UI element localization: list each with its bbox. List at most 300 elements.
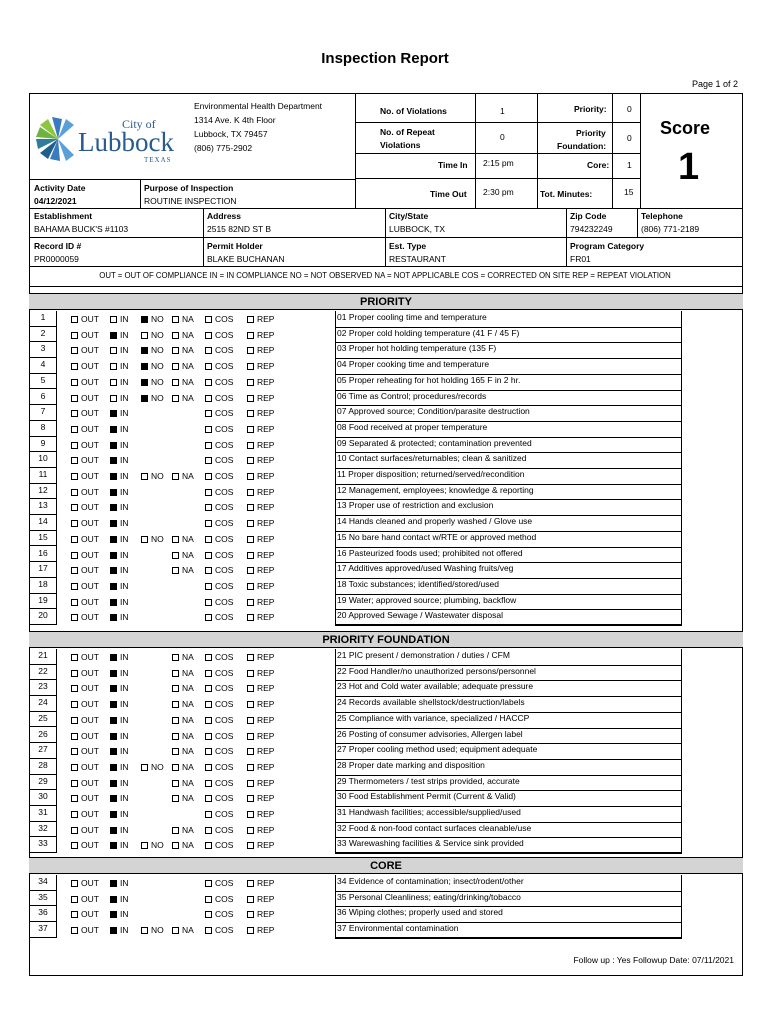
- checkbox-icon[interactable]: [110, 685, 117, 692]
- option-in[interactable]: [110, 925, 129, 935]
- checkbox-icon[interactable]: [110, 552, 117, 559]
- option-cos[interactable]: [205, 746, 233, 756]
- option-na[interactable]: [172, 393, 194, 403]
- checkbox-icon[interactable]: [71, 520, 78, 527]
- checkbox-icon[interactable]: [110, 489, 117, 496]
- checkbox-icon[interactable]: [110, 442, 117, 449]
- option-out[interactable]: [71, 597, 99, 607]
- option-rep[interactable]: [247, 597, 274, 607]
- checkbox-icon[interactable]: [247, 379, 254, 386]
- checkbox-icon[interactable]: [172, 685, 179, 692]
- option-out[interactable]: [71, 377, 99, 387]
- option-rep[interactable]: [247, 330, 274, 340]
- checkbox-icon[interactable]: [71, 552, 78, 559]
- checkbox-icon[interactable]: [247, 363, 254, 370]
- checkbox-icon[interactable]: [247, 733, 254, 740]
- option-cos[interactable]: [205, 440, 233, 450]
- option-na[interactable]: [172, 793, 194, 803]
- option-out[interactable]: [71, 612, 99, 622]
- checkbox-icon[interactable]: [110, 764, 117, 771]
- option-in[interactable]: [110, 534, 129, 544]
- checkbox-icon[interactable]: [205, 927, 212, 934]
- option-cos[interactable]: [205, 778, 233, 788]
- option-cos[interactable]: [205, 534, 233, 544]
- option-out[interactable]: [71, 793, 99, 803]
- option-rep[interactable]: [247, 393, 274, 403]
- checkbox-icon[interactable]: [110, 701, 117, 708]
- option-rep[interactable]: [247, 809, 274, 819]
- checkbox-icon[interactable]: [71, 347, 78, 354]
- option-cos[interactable]: [205, 518, 233, 528]
- option-out[interactable]: [71, 731, 99, 741]
- checkbox-icon[interactable]: [205, 410, 212, 417]
- option-cos[interactable]: [205, 345, 233, 355]
- option-rep[interactable]: [247, 925, 274, 935]
- option-na[interactable]: [172, 345, 194, 355]
- option-out[interactable]: [71, 925, 99, 935]
- option-rep[interactable]: [247, 793, 274, 803]
- checkbox-icon[interactable]: [247, 599, 254, 606]
- checkbox-icon[interactable]: [110, 473, 117, 480]
- option-na[interactable]: [172, 925, 194, 935]
- checkbox-icon[interactable]: [141, 347, 148, 354]
- option-in[interactable]: [110, 909, 129, 919]
- option-rep[interactable]: [247, 440, 274, 450]
- checkbox-icon[interactable]: [172, 733, 179, 740]
- checkbox-icon[interactable]: [205, 614, 212, 621]
- checkbox-icon[interactable]: [71, 685, 78, 692]
- checkbox-icon[interactable]: [71, 567, 78, 574]
- option-na[interactable]: [172, 377, 194, 387]
- option-rep[interactable]: [247, 565, 274, 575]
- checkbox-icon[interactable]: [205, 880, 212, 887]
- checkbox-icon[interactable]: [141, 379, 148, 386]
- option-cos[interactable]: [205, 825, 233, 835]
- option-na[interactable]: [172, 762, 194, 772]
- checkbox-icon[interactable]: [141, 316, 148, 323]
- option-out[interactable]: [71, 565, 99, 575]
- option-rep[interactable]: [247, 361, 274, 371]
- option-na[interactable]: [172, 668, 194, 678]
- option-in[interactable]: [110, 565, 129, 575]
- option-out[interactable]: [71, 762, 99, 772]
- option-cos[interactable]: [205, 715, 233, 725]
- checkbox-icon[interactable]: [247, 473, 254, 480]
- checkbox-icon[interactable]: [141, 536, 148, 543]
- option-rep[interactable]: [247, 668, 274, 678]
- checkbox-icon[interactable]: [205, 379, 212, 386]
- option-in[interactable]: [110, 408, 129, 418]
- checkbox-icon[interactable]: [172, 827, 179, 834]
- option-na[interactable]: [172, 314, 194, 324]
- option-na[interactable]: [172, 699, 194, 709]
- option-in[interactable]: [110, 715, 129, 725]
- checkbox-icon[interactable]: [110, 842, 117, 849]
- option-rep[interactable]: [247, 314, 274, 324]
- checkbox-icon[interactable]: [172, 395, 179, 402]
- checkbox-icon[interactable]: [205, 701, 212, 708]
- option-cos[interactable]: [205, 668, 233, 678]
- checkbox-icon[interactable]: [205, 426, 212, 433]
- checkbox-icon[interactable]: [172, 842, 179, 849]
- checkbox-icon[interactable]: [205, 733, 212, 740]
- option-in[interactable]: [110, 597, 129, 607]
- option-in[interactable]: [110, 762, 129, 772]
- option-out[interactable]: [71, 778, 99, 788]
- option-rep[interactable]: [247, 455, 274, 465]
- checkbox-icon[interactable]: [110, 536, 117, 543]
- option-rep[interactable]: [247, 909, 274, 919]
- option-in[interactable]: [110, 377, 129, 387]
- checkbox-icon[interactable]: [110, 457, 117, 464]
- option-out[interactable]: [71, 894, 99, 904]
- checkbox-icon[interactable]: [247, 457, 254, 464]
- checkbox-icon[interactable]: [172, 780, 179, 787]
- checkbox-icon[interactable]: [110, 316, 117, 323]
- option-no[interactable]: [141, 361, 164, 371]
- checkbox-icon[interactable]: [110, 520, 117, 527]
- checkbox-icon[interactable]: [71, 701, 78, 708]
- option-cos[interactable]: [205, 455, 233, 465]
- checkbox-icon[interactable]: [110, 567, 117, 574]
- checkbox-icon[interactable]: [205, 332, 212, 339]
- checkbox-icon[interactable]: [172, 347, 179, 354]
- option-cos[interactable]: [205, 840, 233, 850]
- checkbox-icon[interactable]: [247, 567, 254, 574]
- option-rep[interactable]: [247, 762, 274, 772]
- option-out[interactable]: [71, 424, 99, 434]
- checkbox-icon[interactable]: [71, 911, 78, 918]
- option-out[interactable]: [71, 361, 99, 371]
- checkbox-icon[interactable]: [71, 536, 78, 543]
- checkbox-icon[interactable]: [247, 717, 254, 724]
- option-cos[interactable]: [205, 652, 233, 662]
- option-cos[interactable]: [205, 393, 233, 403]
- option-no[interactable]: [141, 471, 164, 481]
- checkbox-icon[interactable]: [247, 410, 254, 417]
- option-in[interactable]: [110, 440, 129, 450]
- checkbox-icon[interactable]: [247, 442, 254, 449]
- checkbox-icon[interactable]: [205, 347, 212, 354]
- option-in[interactable]: [110, 894, 129, 904]
- checkbox-icon[interactable]: [205, 685, 212, 692]
- checkbox-icon[interactable]: [141, 395, 148, 402]
- checkbox-icon[interactable]: [141, 363, 148, 370]
- checkbox-icon[interactable]: [247, 670, 254, 677]
- option-in[interactable]: [110, 746, 129, 756]
- checkbox-icon[interactable]: [71, 457, 78, 464]
- option-cos[interactable]: [205, 424, 233, 434]
- checkbox-icon[interactable]: [247, 395, 254, 402]
- option-na[interactable]: [172, 361, 194, 371]
- checkbox-icon[interactable]: [110, 827, 117, 834]
- checkbox-icon[interactable]: [71, 670, 78, 677]
- option-cos[interactable]: [205, 878, 233, 888]
- checkbox-icon[interactable]: [71, 654, 78, 661]
- option-na[interactable]: [172, 778, 194, 788]
- option-cos[interactable]: [205, 581, 233, 591]
- checkbox-icon[interactable]: [71, 332, 78, 339]
- checkbox-icon[interactable]: [71, 504, 78, 511]
- checkbox-icon[interactable]: [71, 395, 78, 402]
- option-out[interactable]: [71, 314, 99, 324]
- option-out[interactable]: [71, 550, 99, 560]
- checkbox-icon[interactable]: [247, 347, 254, 354]
- checkbox-icon[interactable]: [205, 567, 212, 574]
- checkbox-icon[interactable]: [71, 426, 78, 433]
- option-out[interactable]: [71, 909, 99, 919]
- option-out[interactable]: [71, 581, 99, 591]
- checkbox-icon[interactable]: [110, 748, 117, 755]
- checkbox-icon[interactable]: [71, 442, 78, 449]
- option-out[interactable]: [71, 715, 99, 725]
- checkbox-icon[interactable]: [205, 811, 212, 818]
- option-na[interactable]: [172, 330, 194, 340]
- checkbox-icon[interactable]: [71, 811, 78, 818]
- option-in[interactable]: [110, 550, 129, 560]
- checkbox-icon[interactable]: [247, 316, 254, 323]
- option-out[interactable]: [71, 746, 99, 756]
- checkbox-icon[interactable]: [71, 842, 78, 849]
- option-in[interactable]: [110, 809, 129, 819]
- checkbox-icon[interactable]: [205, 764, 212, 771]
- option-no[interactable]: [141, 925, 164, 935]
- option-in[interactable]: [110, 683, 129, 693]
- checkbox-icon[interactable]: [110, 811, 117, 818]
- option-in[interactable]: [110, 668, 129, 678]
- checkbox-icon[interactable]: [205, 457, 212, 464]
- option-na[interactable]: [172, 731, 194, 741]
- checkbox-icon[interactable]: [71, 473, 78, 480]
- checkbox-icon[interactable]: [110, 896, 117, 903]
- option-cos[interactable]: [205, 731, 233, 741]
- checkbox-icon[interactable]: [205, 896, 212, 903]
- option-out[interactable]: [71, 699, 99, 709]
- checkbox-icon[interactable]: [205, 717, 212, 724]
- checkbox-icon[interactable]: [110, 379, 117, 386]
- option-out[interactable]: [71, 878, 99, 888]
- checkbox-icon[interactable]: [247, 842, 254, 849]
- option-rep[interactable]: [247, 715, 274, 725]
- option-cos[interactable]: [205, 894, 233, 904]
- checkbox-icon[interactable]: [110, 410, 117, 417]
- option-na[interactable]: [172, 840, 194, 850]
- option-rep[interactable]: [247, 683, 274, 693]
- checkbox-icon[interactable]: [205, 473, 212, 480]
- checkbox-icon[interactable]: [71, 316, 78, 323]
- option-rep[interactable]: [247, 652, 274, 662]
- checkbox-icon[interactable]: [172, 379, 179, 386]
- option-rep[interactable]: [247, 825, 274, 835]
- option-na[interactable]: [172, 471, 194, 481]
- checkbox-icon[interactable]: [141, 927, 148, 934]
- option-in[interactable]: [110, 345, 129, 355]
- checkbox-icon[interactable]: [247, 685, 254, 692]
- option-in[interactable]: [110, 652, 129, 662]
- option-na[interactable]: [172, 534, 194, 544]
- checkbox-icon[interactable]: [205, 780, 212, 787]
- option-out[interactable]: [71, 668, 99, 678]
- option-na[interactable]: [172, 652, 194, 662]
- option-in[interactable]: [110, 840, 129, 850]
- checkbox-icon[interactable]: [247, 426, 254, 433]
- option-in[interactable]: [110, 424, 129, 434]
- option-no[interactable]: [141, 840, 164, 850]
- option-rep[interactable]: [247, 534, 274, 544]
- option-in[interactable]: [110, 612, 129, 622]
- option-in[interactable]: [110, 487, 129, 497]
- checkbox-icon[interactable]: [247, 911, 254, 918]
- checkbox-icon[interactable]: [205, 395, 212, 402]
- option-rep[interactable]: [247, 581, 274, 591]
- checkbox-icon[interactable]: [71, 764, 78, 771]
- option-in[interactable]: [110, 518, 129, 528]
- option-cos[interactable]: [205, 683, 233, 693]
- checkbox-icon[interactable]: [205, 552, 212, 559]
- option-in[interactable]: [110, 731, 129, 741]
- checkbox-icon[interactable]: [205, 489, 212, 496]
- checkbox-icon[interactable]: [247, 780, 254, 787]
- checkbox-icon[interactable]: [71, 880, 78, 887]
- checkbox-icon[interactable]: [110, 583, 117, 590]
- option-in[interactable]: [110, 778, 129, 788]
- checkbox-icon[interactable]: [205, 520, 212, 527]
- option-in[interactable]: [110, 455, 129, 465]
- option-in[interactable]: [110, 314, 129, 324]
- option-na[interactable]: [172, 746, 194, 756]
- option-rep[interactable]: [247, 731, 274, 741]
- option-out[interactable]: [71, 455, 99, 465]
- checkbox-icon[interactable]: [247, 811, 254, 818]
- checkbox-icon[interactable]: [71, 827, 78, 834]
- option-in[interactable]: [110, 393, 129, 403]
- checkbox-icon[interactable]: [205, 316, 212, 323]
- option-na[interactable]: [172, 683, 194, 693]
- option-rep[interactable]: [247, 778, 274, 788]
- checkbox-icon[interactable]: [172, 654, 179, 661]
- option-rep[interactable]: [247, 424, 274, 434]
- checkbox-icon[interactable]: [110, 880, 117, 887]
- checkbox-icon[interactable]: [110, 504, 117, 511]
- checkbox-icon[interactable]: [141, 473, 148, 480]
- checkbox-icon[interactable]: [247, 795, 254, 802]
- checkbox-icon[interactable]: [247, 764, 254, 771]
- checkbox-icon[interactable]: [110, 332, 117, 339]
- checkbox-icon[interactable]: [172, 717, 179, 724]
- checkbox-icon[interactable]: [205, 827, 212, 834]
- option-out[interactable]: [71, 408, 99, 418]
- option-out[interactable]: [71, 825, 99, 835]
- checkbox-icon[interactable]: [205, 599, 212, 606]
- checkbox-icon[interactable]: [71, 795, 78, 802]
- option-out[interactable]: [71, 345, 99, 355]
- option-out[interactable]: [71, 809, 99, 819]
- checkbox-icon[interactable]: [247, 701, 254, 708]
- option-out[interactable]: [71, 440, 99, 450]
- checkbox-icon[interactable]: [247, 654, 254, 661]
- option-cos[interactable]: [205, 925, 233, 935]
- checkbox-icon[interactable]: [247, 520, 254, 527]
- option-no[interactable]: [141, 330, 164, 340]
- checkbox-icon[interactable]: [71, 614, 78, 621]
- checkbox-icon[interactable]: [205, 795, 212, 802]
- checkbox-icon[interactable]: [247, 489, 254, 496]
- checkbox-icon[interactable]: [247, 748, 254, 755]
- option-out[interactable]: [71, 534, 99, 544]
- option-no[interactable]: [141, 314, 164, 324]
- checkbox-icon[interactable]: [172, 567, 179, 574]
- checkbox-icon[interactable]: [71, 927, 78, 934]
- checkbox-icon[interactable]: [247, 927, 254, 934]
- option-cos[interactable]: [205, 502, 233, 512]
- checkbox-icon[interactable]: [110, 654, 117, 661]
- checkbox-icon[interactable]: [110, 347, 117, 354]
- option-in[interactable]: [110, 471, 129, 481]
- checkbox-icon[interactable]: [205, 504, 212, 511]
- option-out[interactable]: [71, 471, 99, 481]
- checkbox-icon[interactable]: [71, 780, 78, 787]
- option-out[interactable]: [71, 652, 99, 662]
- checkbox-icon[interactable]: [71, 896, 78, 903]
- checkbox-icon[interactable]: [71, 410, 78, 417]
- checkbox-icon[interactable]: [172, 748, 179, 755]
- checkbox-icon[interactable]: [172, 670, 179, 677]
- option-in[interactable]: [110, 330, 129, 340]
- checkbox-icon[interactable]: [247, 880, 254, 887]
- option-cos[interactable]: [205, 471, 233, 481]
- checkbox-icon[interactable]: [205, 442, 212, 449]
- checkbox-icon[interactable]: [205, 363, 212, 370]
- checkbox-icon[interactable]: [110, 363, 117, 370]
- option-na[interactable]: [172, 825, 194, 835]
- option-out[interactable]: [71, 330, 99, 340]
- checkbox-icon[interactable]: [247, 536, 254, 543]
- checkbox-icon[interactable]: [247, 827, 254, 834]
- option-out[interactable]: [71, 502, 99, 512]
- checkbox-icon[interactable]: [247, 552, 254, 559]
- option-rep[interactable]: [247, 746, 274, 756]
- checkbox-icon[interactable]: [71, 748, 78, 755]
- option-out[interactable]: [71, 393, 99, 403]
- option-rep[interactable]: [247, 345, 274, 355]
- option-rep[interactable]: [247, 471, 274, 481]
- checkbox-icon[interactable]: [110, 927, 117, 934]
- checkbox-icon[interactable]: [71, 733, 78, 740]
- checkbox-icon[interactable]: [71, 599, 78, 606]
- option-rep[interactable]: [247, 518, 274, 528]
- option-cos[interactable]: [205, 361, 233, 371]
- option-cos[interactable]: [205, 612, 233, 622]
- option-in[interactable]: [110, 581, 129, 591]
- option-na[interactable]: [172, 550, 194, 560]
- option-out[interactable]: [71, 840, 99, 850]
- option-rep[interactable]: [247, 878, 274, 888]
- checkbox-icon[interactable]: [247, 504, 254, 511]
- checkbox-icon[interactable]: [172, 552, 179, 559]
- checkbox-icon[interactable]: [110, 426, 117, 433]
- checkbox-icon[interactable]: [141, 764, 148, 771]
- checkbox-icon[interactable]: [110, 780, 117, 787]
- option-in[interactable]: [110, 699, 129, 709]
- checkbox-icon[interactable]: [110, 733, 117, 740]
- option-in[interactable]: [110, 502, 129, 512]
- option-no[interactable]: [141, 534, 164, 544]
- option-out[interactable]: [71, 683, 99, 693]
- checkbox-icon[interactable]: [110, 395, 117, 402]
- checkbox-icon[interactable]: [141, 332, 148, 339]
- checkbox-icon[interactable]: [110, 717, 117, 724]
- checkbox-icon[interactable]: [247, 614, 254, 621]
